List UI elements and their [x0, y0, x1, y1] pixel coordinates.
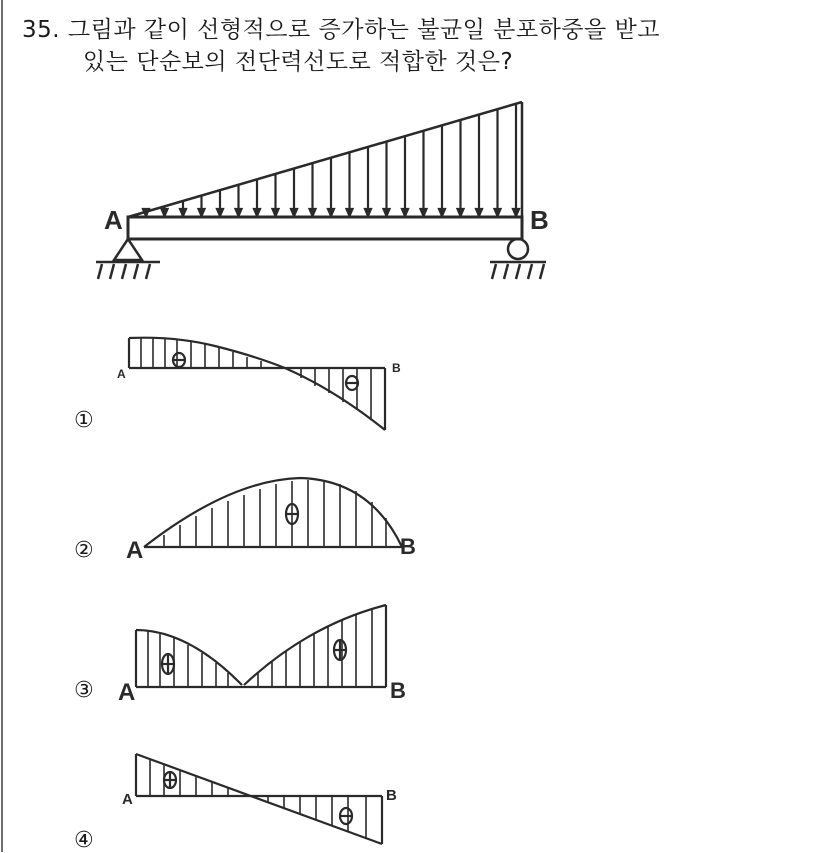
support-label-a: A	[104, 205, 123, 235]
option-4-label[interactable]: ④	[74, 828, 94, 853]
option-3-label[interactable]: ③	[74, 678, 94, 703]
svg-text:B: B	[400, 534, 416, 559]
option-1-label[interactable]: ①	[74, 408, 94, 433]
question-text	[22, 14, 660, 78]
svg-text:A: A	[118, 679, 136, 706]
roller-support-icon	[490, 239, 546, 279]
option-1-shear-diagram[interactable]	[115, 330, 415, 440]
option-2-shear-diagram[interactable]	[120, 470, 420, 570]
svg-text:A: A	[126, 537, 144, 564]
pin-support-icon	[96, 239, 160, 279]
option-4-shear-diagram[interactable]	[118, 748, 418, 852]
support-label-b: B	[530, 205, 549, 235]
page-left-border	[1, 0, 3, 852]
question-line-2: 있는 단순보의 전단력선도로 적합한 것은?	[83, 49, 514, 75]
svg-text:B: B	[390, 678, 406, 703]
option-2-label[interactable]: ②	[74, 538, 94, 563]
svg-text:A: A	[117, 367, 126, 381]
question-line1-text: 그림과 같이 선형적으로 증가하는 불균일 분포하중을 받고	[67, 17, 660, 43]
svg-text:A: A	[122, 791, 133, 808]
svg-text:B: B	[392, 361, 401, 375]
question-number: 35.	[22, 17, 61, 43]
option-3-shear-diagram[interactable]	[118, 600, 418, 710]
question-line-1	[22, 14, 660, 46]
svg-text:B: B	[386, 787, 397, 804]
beam-load-diagram	[90, 95, 560, 295]
